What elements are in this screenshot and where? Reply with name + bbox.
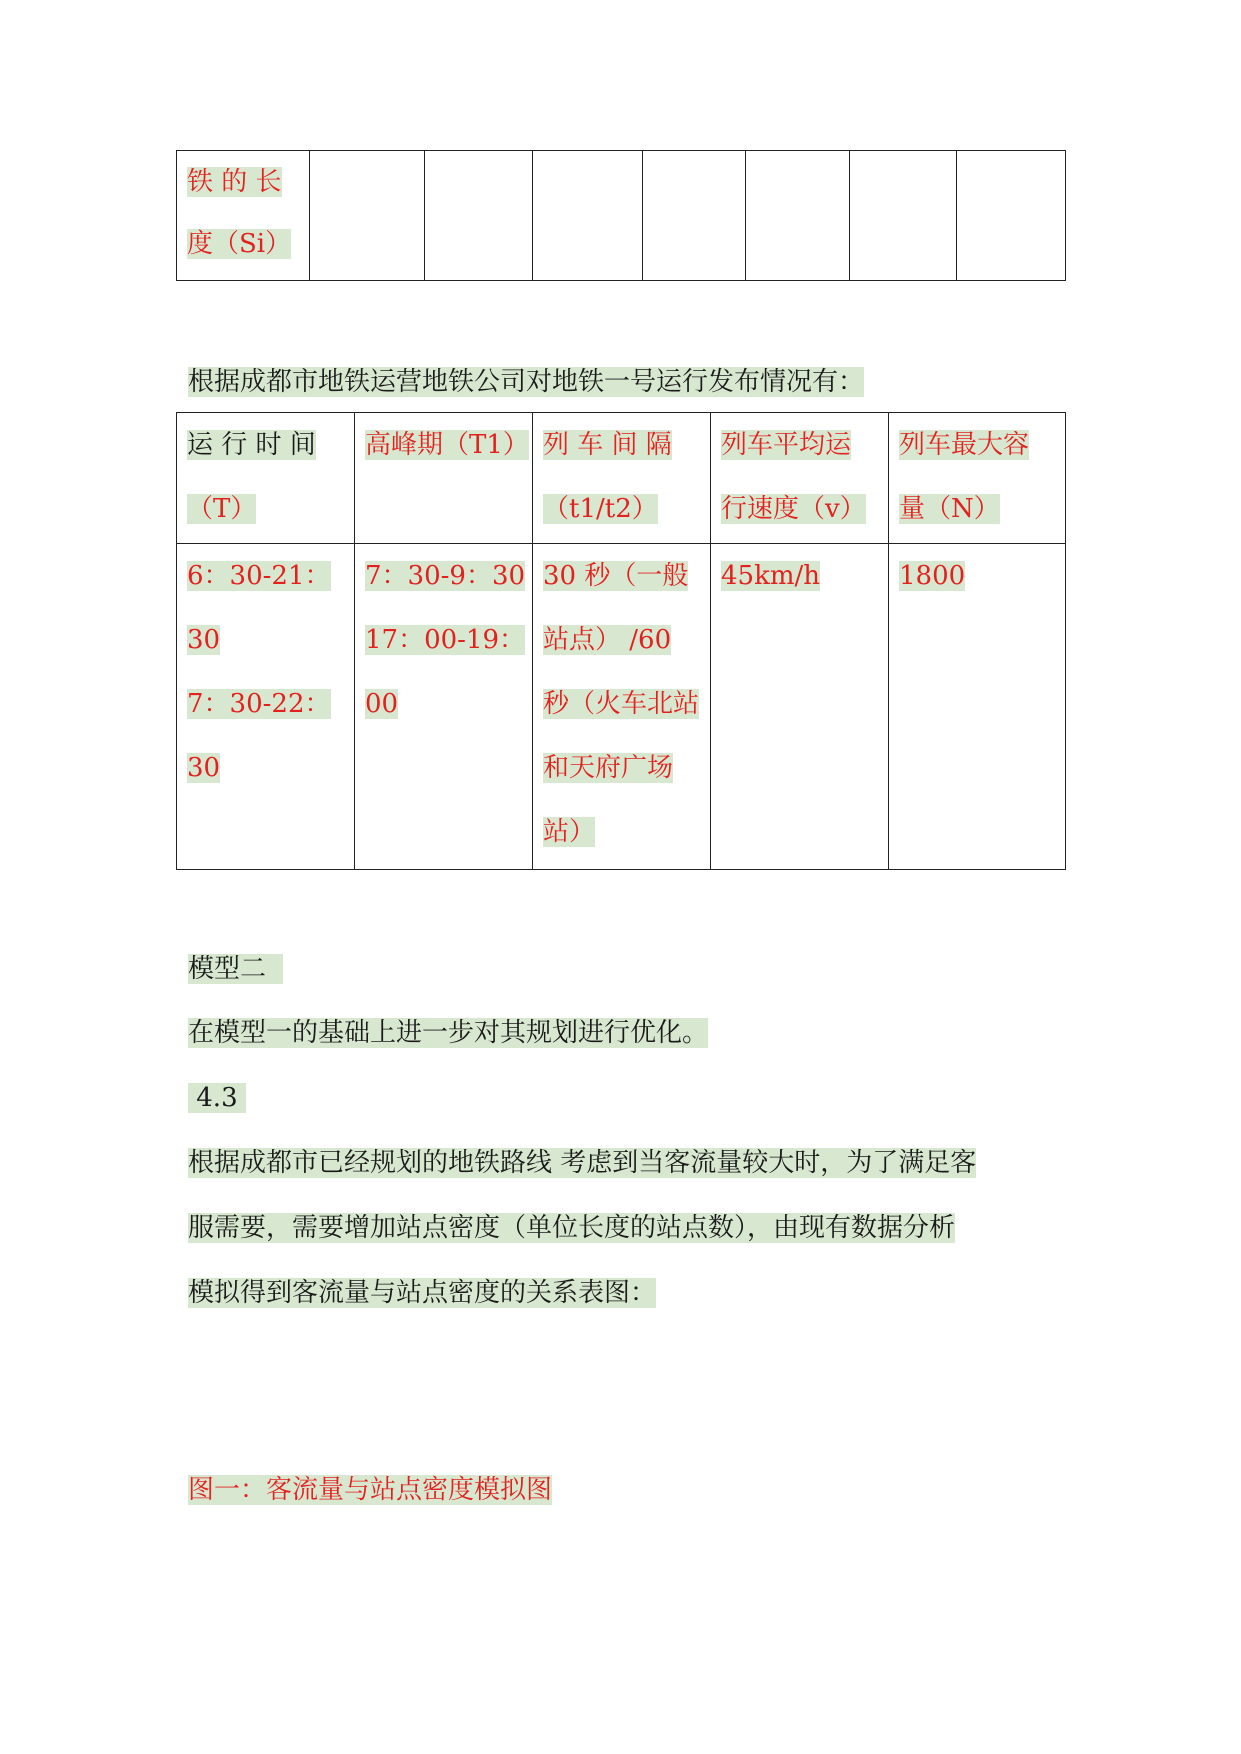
cell-speed: 45km/h [711, 544, 889, 870]
cell-capacity: 1800 [889, 544, 1066, 870]
top-table [176, 150, 1066, 281]
table-row [177, 151, 1066, 281]
intro-line: 根据成都市地铁运营地铁公司对地铁一号运行发布情况有： [188, 367, 865, 397]
cell-interval: 30 秒（一般 站点） /60 秒（火车北站 和天府广场 站） [533, 544, 711, 870]
row-label-cell [177, 151, 310, 281]
model2-desc: 在模型一的基础上进一步对其规划进行优化。 [188, 1018, 709, 1048]
empty-cell [425, 151, 533, 281]
data-row [177, 544, 1066, 870]
header-cell-time: 运 行 时 间 （T） [177, 413, 355, 544]
header-row [177, 413, 1066, 544]
empty-cell [957, 151, 1066, 281]
header-cell-speed: 列车平均运 行速度（v） [711, 413, 889, 544]
header-cell-capacity: 列车最大容 量（N） [889, 413, 1066, 544]
paragraph-line-3: 模拟得到客流量与站点密度的关系表图： [188, 1278, 657, 1308]
empty-cell [310, 151, 425, 281]
section-number: 4.3 [188, 1066, 246, 1130]
figure-caption: 图一：客流量与站点密度模拟图 [188, 1475, 553, 1505]
paragraph-line-2: 服需要，需要增加站点密度（单位长度的站点数），由现有数据分析 [188, 1213, 956, 1243]
cell-run-time: 6：30-21： 30 7：30-22：30 [177, 544, 355, 870]
empty-cell [746, 151, 850, 281]
cell-peak: 7：30-9：30 17：00-19： 00 [355, 544, 533, 870]
paragraph-line-1: 根据成都市已经规划的地铁路线 考虑到当客流量较大时，为了满足客 [188, 1148, 977, 1178]
row-label-line1: 铁 的 长 [187, 167, 282, 197]
header-cell-interval: 列 车 间 隔 （t1/t2） [533, 413, 711, 544]
empty-cell [643, 151, 746, 281]
row-label-line2: 度（Si） [187, 229, 292, 259]
empty-cell [850, 151, 957, 281]
empty-cell [533, 151, 643, 281]
model2-title: 模型二 [188, 937, 283, 1001]
header-cell-peak: 高峰期（T1） [355, 413, 533, 544]
ops-table [176, 412, 1066, 870]
